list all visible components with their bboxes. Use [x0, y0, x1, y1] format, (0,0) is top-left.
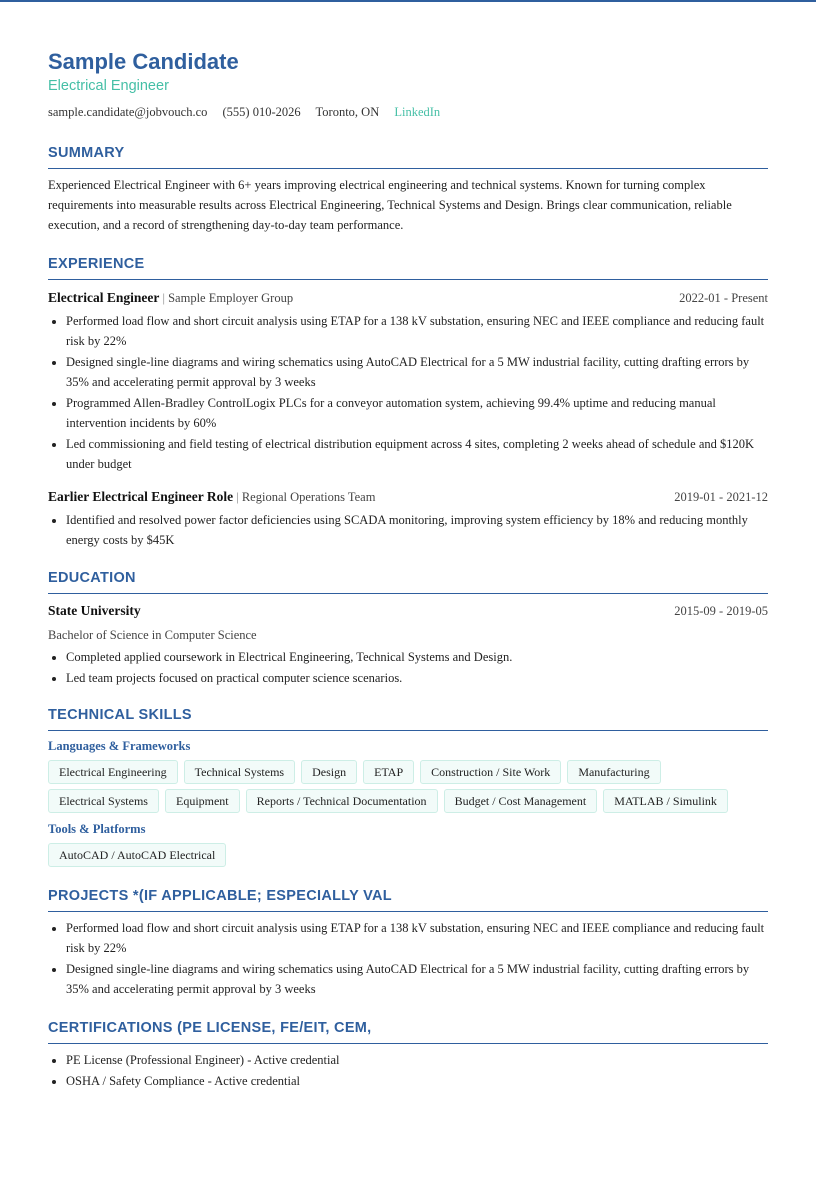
education-dates: 2015-09 - 2019-05 [674, 604, 768, 618]
linkedin-link[interactable]: LinkedIn [394, 105, 441, 119]
school-name: State University [48, 603, 141, 618]
list-item: • Performed load flow and short circuit analysis using ETAP for a 138 kV substation, ensuring NEC and IEEE compliance and reducing fault risk by 22% [66, 918, 768, 958]
certifications-bullets [48, 1050, 768, 1091]
list-item: • Led commissioning and field testing of electrical distribution equipment across 4 sites, completing 2 weeks ahead of schedule and $120K under budget [66, 434, 768, 474]
contact-phone: (555) 010-2026 [222, 105, 301, 119]
job-employer: Sample Employer Group [168, 291, 294, 305]
skill-chip: Budget / Cost Management [444, 789, 598, 813]
education-heading: EDUCATION [48, 570, 768, 594]
skill-chip: Electrical Systems [48, 789, 159, 813]
skill-chip: ETAP [363, 760, 414, 784]
list-item: • Led team projects focused on practical computer science scenarios. [66, 668, 768, 688]
skill-group-label: Languages & Frameworks [48, 739, 191, 753]
experience-heading: EXPERIENCE [48, 256, 768, 280]
list-item: • Performed load flow and short circuit analysis using ETAP for a 138 kV substation, ensuring NEC and IEEE compliance and reducing fault risk by 22% [66, 311, 768, 351]
projects-heading: PROJECTS *(IF APPLICABLE; ESPECIALLY VAL [48, 888, 768, 912]
experience-section [48, 256, 768, 550]
list-item: • Identified and resolved power factor deficiencies using SCADA monitoring, improving system efficiency by 18% and reducing monthly energy costs by $45K [66, 510, 768, 550]
list-item: • Programmed Allen-Bradley ControlLogix PLCs for a conveyor automation system, achieving 99.4% uptime and reducing manual intervention incidents by 60% [66, 393, 768, 433]
projects-section [48, 888, 768, 999]
list-item: • OSHA / Safety Compliance - Active credential [66, 1071, 768, 1091]
job-separator: | [236, 490, 239, 504]
skill-chip: Design [301, 760, 357, 784]
job-dates: 2019-01 - 2021-12 [674, 490, 768, 504]
certifications-heading: CERTIFICATIONS (PE LICENSE, FE/EIT, CEM, [48, 1020, 768, 1044]
skills-heading: TECHNICAL SKILLS [48, 707, 768, 731]
summary-text: Experienced Electrical Engineer with 6+ years improving electrical engineering and technical systems. Known for turning complex requirements into measurable results across Electrical Engineering, Technical Systems and Design. Brings clear communication, reliable execution, and a record of strengthening day-to-day team performance. [48, 178, 732, 232]
degree: Bachelor of Science in Computer Science [48, 628, 257, 642]
education-bullets [48, 647, 768, 688]
skill-chip: Equipment [165, 789, 240, 813]
job-dates: 2022-01 - Present [679, 291, 768, 305]
skill-chips [48, 843, 768, 872]
skill-chip: AutoCAD / AutoCAD Electrical [48, 843, 226, 867]
list-item: • Completed applied coursework in Electrical Engineering, Technical Systems and Design. [66, 647, 768, 667]
projects-bullets [48, 918, 768, 999]
summary-section [48, 145, 768, 235]
candidate-role: Electrical Engineer [48, 78, 169, 94]
job-bullets [48, 510, 768, 550]
skill-chip: Technical Systems [184, 760, 295, 784]
skills-section [48, 707, 768, 872]
skill-chip: MATLAB / Simulink [603, 789, 728, 813]
candidate-name: Sample Candidate [48, 49, 239, 74]
summary-heading: SUMMARY [48, 145, 768, 169]
resume-page [0, 2, 816, 1091]
job-entry [48, 488, 768, 550]
job-title: Earlier Electrical Engineer Role [48, 489, 234, 504]
skill-chip: Electrical Engineering [48, 760, 178, 784]
contact-email[interactable]: sample.candidate@jobvouch.co [48, 105, 208, 119]
certifications-section [48, 1020, 768, 1091]
job-title: Electrical Engineer [48, 290, 160, 305]
skill-group-label: Tools & Platforms [48, 822, 146, 836]
list-item: • Designed single-line diagrams and wiring schematics using AutoCAD Electrical for a 5 MW industrial facility, cutting drafting errors by 35% and accelerating permit approval by 3 weeks [66, 352, 768, 392]
skill-chip: Reports / Technical Documentation [246, 789, 438, 813]
education-section [48, 570, 768, 688]
job-header [48, 289, 768, 307]
contact-location: Toronto, ON [315, 105, 380, 119]
job-separator: | [162, 291, 165, 305]
job-header [48, 488, 768, 506]
skill-chips [48, 760, 768, 818]
contact-line [48, 104, 768, 120]
list-item: • Designed single-line diagrams and wiring schematics using AutoCAD Electrical for a 5 MW industrial facility, cutting drafting errors by 35% and accelerating permit approval by 3 weeks [66, 959, 768, 999]
list-item: • PE License (Professional Engineer) - Active credential [66, 1050, 768, 1070]
skill-chip: Construction / Site Work [420, 760, 561, 784]
education-header [48, 602, 768, 620]
job-employer: Regional Operations Team [241, 490, 376, 504]
job-bullets [48, 311, 768, 474]
skill-chip: Manufacturing [567, 760, 660, 784]
job-entry [48, 289, 768, 474]
